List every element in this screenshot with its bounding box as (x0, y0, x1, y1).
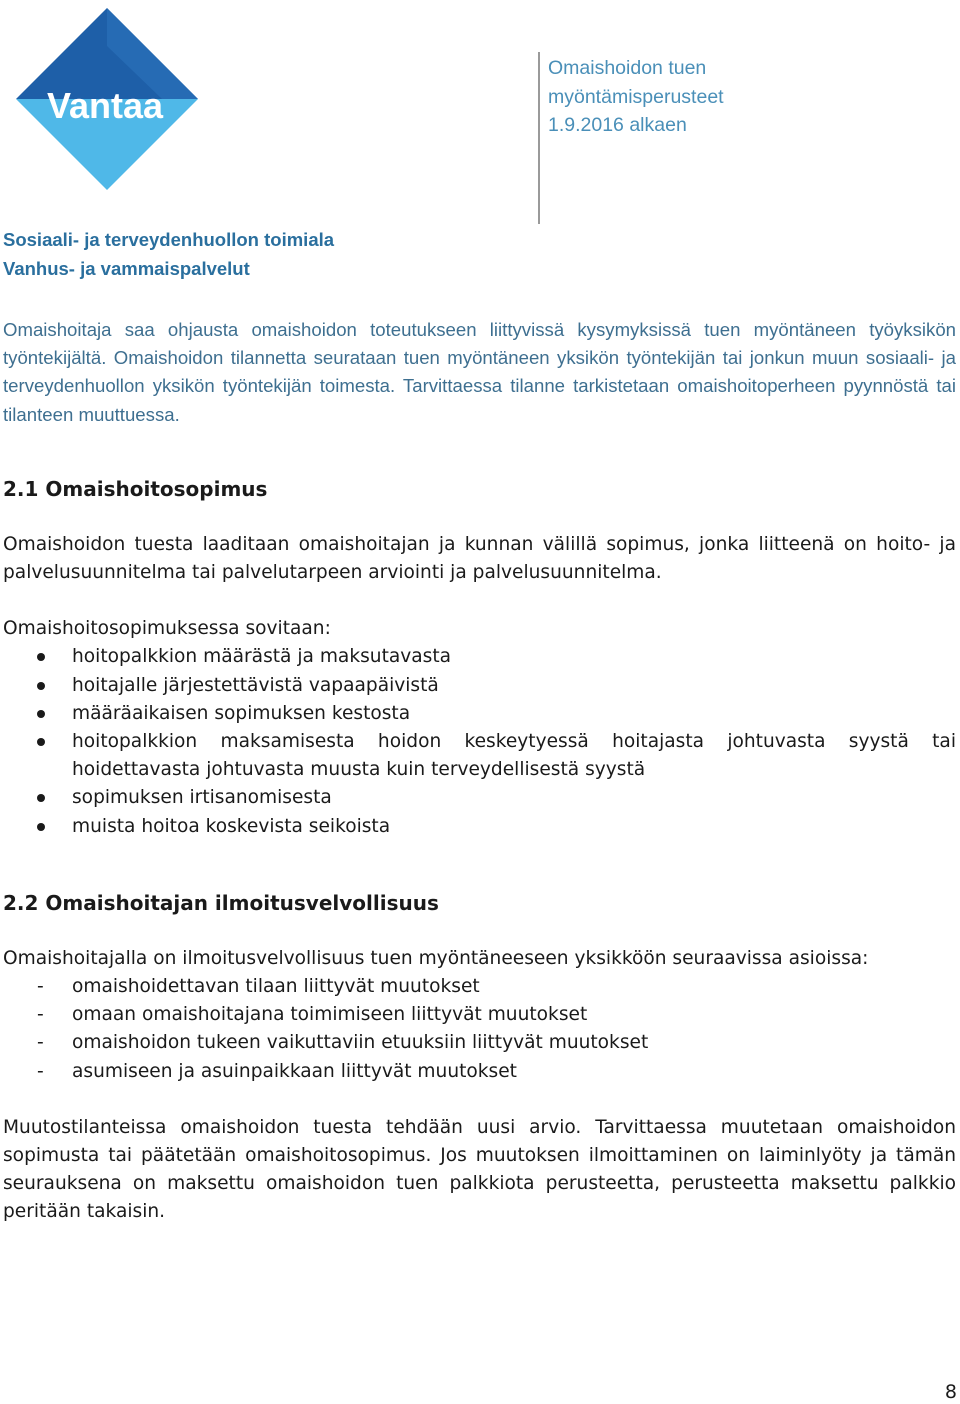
list-item: hoitopalkkion määrästä ja maksutavasta (3, 643, 956, 671)
list-item: muista hoitoa koskevista seikoista (3, 813, 956, 841)
list-item: - omaishoidettavan tilaan liittyvät muutokset (3, 973, 956, 1001)
section-2-1-paragraph: Omaishoidon tuesta laaditaan omaishoitajan ja kunnan välillä sopimus, jonka liitteenä on hoito- ja palvelusuunnitelma tai palvelutarpeen arviointi ja palvelusuunnitelma. (3, 533, 956, 584)
list-item: - omaishoidon tukeen vaikuttaviin etuuksiin liittyvät muutokset (3, 1029, 956, 1057)
list-item: - omaan omaishoitajana toimimiseen liittyvät muutokset (3, 1001, 956, 1029)
logo-wordmark: Vantaa (46, 85, 164, 126)
document-body (3, 316, 956, 1227)
section-heading-2-1: 2.1 Omaishoitosopimus (3, 476, 268, 501)
section-heading-2-2: 2.2 Omaishoitajan ilmoitusvelvollisuus (3, 890, 439, 915)
notification-items-list (3, 973, 956, 1086)
document-title-line: myöntämisperusteet (548, 85, 724, 108)
agreement-items-list (3, 643, 956, 840)
list-item: - asumiseen ja asuinpaikkaan liittyvät muutokset (3, 1058, 956, 1086)
department-block (3, 226, 334, 283)
list-item: hoitajalle järjestettävistä vapaapäivistä (3, 672, 956, 700)
intro-paragraph: Omaishoitaja saa ohjausta omaishoidon toteutukseen liittyvissä kysymyksissä tuen myöntäneen työyksikön työntekijältä. Omaishoidon tilannetta seurataan tuen myöntäneen yksikön työntekijän tai jonkun muun sosiaali- ja terveydenhuollon yksikön työntekijän toimesta. Tarvittaessa tilanne tarkistetaan omaishoitoperheen pyynnöstä tai tilanteen muuttuessa. (3, 319, 956, 425)
document-title-line: Omaishoidon tuen (548, 57, 707, 79)
section-2-2-list-intro: Omaishoitajalla on ilmoitusvelvollisuus tuen myöntäneeseen yksikköön seuraavissa asioissa: (3, 947, 869, 969)
list-item: hoitopalkkion maksamisesta hoidon keskeytyessä hoitajasta johtuvasta syystä tai hoidettavasta johtuvasta muusta kuin terveydellisestä syystä (3, 728, 956, 784)
header-divider (538, 52, 540, 224)
list-item: sopimuksen irtisanomisesta (3, 784, 956, 812)
section-2-2-closing-paragraph: Muutostilanteissa omaishoidon tuesta tehdään uusi arvio. Tarvittaessa muutetaan omaishoidon sopimusta tai päätetään omaishoitosopimus. Jos muutoksen ilmoittaminen on laiminlyöty ja tämän seurauksena on maksettu omaishoidon tuen palkkiota perusteetta, perusteetta maksettu palkkio peritään takaisin. (3, 1116, 956, 1223)
list-item: määräaikaisen sopimuksen kestosta (3, 700, 956, 728)
section-2-1-list-intro: Omaishoitosopimuksessa sovitaan: (3, 618, 331, 640)
page-number: 8 (944, 1381, 957, 1403)
vantaa-logo (12, 6, 202, 192)
document-title (548, 54, 948, 140)
document-title-line: 1.9.2016 alkaen (548, 114, 687, 136)
department-line: Sosiaali- ja terveydenhuollon toimiala (3, 229, 335, 250)
department-line: Vanhus- ja vammaispalvelut (3, 257, 250, 279)
